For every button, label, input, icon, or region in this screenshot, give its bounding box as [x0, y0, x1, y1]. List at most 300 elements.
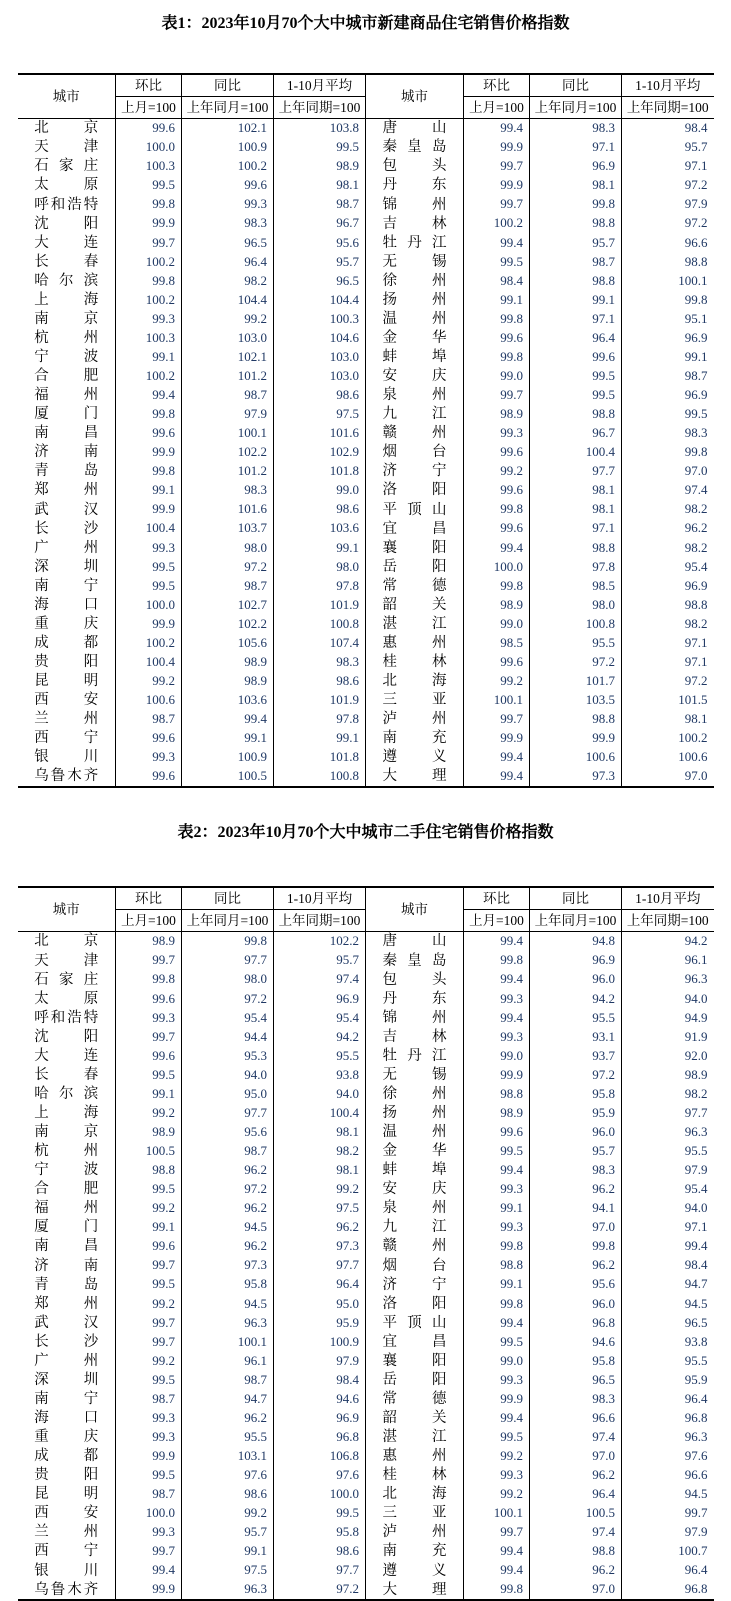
avg-value: 97.4 — [274, 970, 366, 989]
avg-value: 96.4 — [622, 1561, 714, 1580]
mom-value: 99.6 — [464, 653, 530, 672]
avg-value: 98.9 — [622, 1066, 714, 1085]
city-name: 贵阳 — [34, 654, 99, 671]
avg-value: 98.6 — [274, 386, 366, 405]
mom-value: 99.4 — [116, 386, 182, 405]
avg-value: 98.8 — [622, 596, 714, 615]
avg-value: 101.5 — [622, 691, 714, 710]
city-cell — [18, 138, 116, 157]
table-row — [18, 195, 714, 214]
city-name: 杭州 — [34, 329, 99, 346]
city-cell — [18, 932, 116, 952]
avg-value: 95.7 — [274, 252, 366, 271]
avg-value: 99.0 — [274, 481, 366, 500]
yoy-value: 99.1 — [182, 1542, 274, 1561]
yoy-value: 103.1 — [182, 1447, 274, 1466]
yoy-value: 100.8 — [530, 615, 622, 634]
yoy-value: 96.2 — [182, 1409, 274, 1428]
mom-value: 99.3 — [464, 1466, 530, 1485]
yoy-value: 98.7 — [182, 386, 274, 405]
col-header-city: 城市 — [18, 74, 116, 119]
avg-value: 94.7 — [622, 1275, 714, 1294]
city-cell — [18, 500, 116, 519]
yoy-value: 99.5 — [530, 386, 622, 405]
avg-value: 97.9 — [622, 1161, 714, 1180]
mom-value: 99.9 — [116, 443, 182, 462]
yoy-value: 94.0 — [182, 1066, 274, 1085]
avg-value: 95.4 — [622, 557, 714, 576]
city-name: 呼和浩特 — [34, 1009, 99, 1026]
city-name: 西宁 — [34, 1543, 99, 1560]
city-cell — [366, 729, 464, 748]
yoy-value: 93.1 — [530, 1028, 622, 1047]
city-cell — [18, 1066, 116, 1085]
mom-value: 99.9 — [116, 214, 182, 233]
mom-value: 99.4 — [464, 1161, 530, 1180]
yoy-value: 96.9 — [530, 951, 622, 970]
city-cell — [18, 195, 116, 214]
city-cell — [366, 138, 464, 157]
mom-value: 99.9 — [464, 729, 530, 748]
city-cell — [366, 970, 464, 989]
city-name: 蚌埠 — [382, 1162, 447, 1179]
avg-value: 100.6 — [622, 748, 714, 767]
table-row — [18, 252, 714, 271]
city-name: 南昌 — [34, 425, 99, 442]
avg-value: 98.3 — [622, 424, 714, 443]
avg-value: 94.6 — [274, 1390, 366, 1409]
avg-value: 96.3 — [622, 1428, 714, 1447]
mom-value: 99.8 — [464, 310, 530, 329]
mom-value: 99.3 — [116, 1523, 182, 1542]
city-cell — [18, 367, 116, 386]
city-name: 兰州 — [34, 1524, 99, 1541]
col-header-mom-base: 上月=100 — [116, 910, 182, 932]
city-cell — [366, 405, 464, 424]
avg-value: 99.5 — [622, 405, 714, 424]
yoy-value: 98.3 — [530, 1161, 622, 1180]
yoy-value: 100.9 — [182, 748, 274, 767]
city-cell — [18, 405, 116, 424]
mom-value: 99.3 — [464, 424, 530, 443]
city-cell — [18, 691, 116, 710]
mom-value: 99.1 — [116, 348, 182, 367]
mom-value: 99.7 — [116, 951, 182, 970]
mom-value: 99.8 — [464, 577, 530, 596]
avg-value: 100.3 — [274, 310, 366, 329]
yoy-value: 99.2 — [182, 1504, 274, 1523]
yoy-value: 97.5 — [182, 1561, 274, 1580]
city-cell — [366, 1066, 464, 1085]
table-row — [18, 932, 714, 952]
table-row — [18, 1085, 714, 1104]
yoy-value: 97.8 — [530, 557, 622, 576]
avg-value: 94.2 — [274, 1028, 366, 1047]
city-cell — [18, 1123, 116, 1142]
avg-value: 98.4 — [622, 119, 714, 139]
mom-value: 100.4 — [116, 653, 182, 672]
table-row — [18, 481, 714, 500]
city-name: 海口 — [34, 596, 99, 613]
avg-value: 103.0 — [274, 348, 366, 367]
mom-value: 99.4 — [464, 748, 530, 767]
mom-value: 99.8 — [464, 1294, 530, 1313]
city-cell — [366, 1523, 464, 1542]
yoy-value: 98.7 — [182, 577, 274, 596]
secondhand-home-price-index-table — [18, 886, 714, 1601]
table-row — [18, 970, 714, 989]
table-row — [18, 443, 714, 462]
mom-value: 99.1 — [116, 1218, 182, 1237]
mom-value: 99.2 — [116, 1104, 182, 1123]
city-cell — [18, 672, 116, 691]
city-name: 包头 — [382, 971, 447, 988]
mom-value: 100.3 — [116, 329, 182, 348]
avg-value: 99.5 — [274, 138, 366, 157]
city-name: 洛阳 — [382, 1295, 447, 1312]
yoy-value: 97.4 — [530, 1523, 622, 1542]
yoy-value: 97.1 — [530, 519, 622, 538]
city-name: 湛江 — [382, 615, 447, 632]
city-name: 安庆 — [382, 1181, 447, 1198]
mom-value: 98.9 — [464, 596, 530, 615]
yoy-value: 105.6 — [182, 634, 274, 653]
city-name: 合肥 — [34, 1181, 99, 1198]
city-cell — [18, 538, 116, 557]
table-row — [18, 329, 714, 348]
city-cell — [18, 1180, 116, 1199]
mom-value: 100.0 — [116, 1504, 182, 1523]
city-name: 长沙 — [34, 520, 99, 537]
city-cell — [366, 1275, 464, 1294]
city-cell — [366, 1180, 464, 1199]
city-name: 上海 — [34, 291, 99, 308]
mom-value: 99.7 — [116, 1256, 182, 1275]
table-row — [18, 577, 714, 596]
mom-value: 99.7 — [464, 710, 530, 729]
table-row — [18, 1199, 714, 1218]
avg-value: 101.9 — [274, 596, 366, 615]
avg-value: 97.9 — [274, 1352, 366, 1371]
table2-header — [18, 887, 714, 932]
city-name: 哈尔滨 — [34, 1085, 99, 1102]
mom-value: 98.4 — [464, 272, 530, 291]
mom-value: 99.2 — [116, 672, 182, 691]
mom-value: 99.4 — [464, 233, 530, 252]
mom-value: 99.5 — [116, 1275, 182, 1294]
yoy-value: 95.5 — [530, 634, 622, 653]
city-name: 北京 — [34, 933, 99, 950]
mom-value: 100.3 — [116, 157, 182, 176]
avg-value: 101.8 — [274, 748, 366, 767]
mom-value: 99.5 — [116, 1066, 182, 1085]
table-row — [18, 424, 714, 443]
yoy-value: 98.3 — [182, 214, 274, 233]
city-name: 海口 — [34, 1410, 99, 1427]
table-row — [18, 634, 714, 653]
yoy-value: 98.8 — [530, 538, 622, 557]
yoy-value: 102.7 — [182, 596, 274, 615]
city-name: 郑州 — [34, 1295, 99, 1312]
mom-value: 99.1 — [116, 1085, 182, 1104]
yoy-value: 99.1 — [530, 291, 622, 310]
city-cell — [18, 1085, 116, 1104]
table-row — [18, 1485, 714, 1504]
yoy-value: 97.2 — [530, 1066, 622, 1085]
avg-value: 99.1 — [274, 729, 366, 748]
yoy-value: 97.6 — [182, 1466, 274, 1485]
city-name: 重庆 — [34, 1429, 99, 1446]
mom-value: 99.5 — [116, 1371, 182, 1390]
mom-value: 99.4 — [464, 119, 530, 139]
city-name: 石家庄 — [34, 971, 99, 988]
avg-value: 94.0 — [274, 1085, 366, 1104]
city-cell — [18, 1352, 116, 1371]
yoy-value: 96.2 — [530, 1466, 622, 1485]
table-row — [18, 1466, 714, 1485]
yoy-value: 97.1 — [530, 138, 622, 157]
city-name: 广州 — [34, 539, 99, 556]
city-name: 桂林 — [382, 1467, 447, 1484]
yoy-value: 100.5 — [530, 1504, 622, 1523]
city-name: 昆明 — [34, 1486, 99, 1503]
city-name: 深圳 — [34, 1371, 99, 1388]
yoy-value: 93.7 — [530, 1047, 622, 1066]
table-row — [18, 538, 714, 557]
city-cell — [366, 1237, 464, 1256]
table-row — [18, 291, 714, 310]
avg-value: 99.8 — [622, 291, 714, 310]
mom-value: 99.4 — [464, 538, 530, 557]
mom-value: 99.6 — [464, 1123, 530, 1142]
city-name: 泉州 — [382, 387, 447, 404]
city-name: 福州 — [34, 387, 99, 404]
city-cell — [366, 634, 464, 653]
city-cell — [18, 729, 116, 748]
city-name: 杭州 — [34, 1143, 99, 1160]
city-cell — [366, 1047, 464, 1066]
avg-value: 97.7 — [274, 1561, 366, 1580]
yoy-value: 98.1 — [530, 500, 622, 519]
yoy-value: 94.4 — [182, 1028, 274, 1047]
avg-value: 96.2 — [622, 519, 714, 538]
city-name: 赣州 — [382, 1238, 447, 1255]
city-cell — [366, 481, 464, 500]
yoy-value: 97.2 — [182, 557, 274, 576]
yoy-value: 94.5 — [182, 1294, 274, 1313]
mom-value: 98.9 — [464, 405, 530, 424]
mom-value: 99.8 — [116, 405, 182, 424]
city-cell — [18, 1256, 116, 1275]
city-name: 合肥 — [34, 368, 99, 385]
col-header-yoy-base: 上年同月=100 — [530, 97, 622, 119]
table-row — [18, 1104, 714, 1123]
mom-value: 100.2 — [116, 367, 182, 386]
city-cell — [18, 157, 116, 176]
city-name: 南昌 — [34, 1238, 99, 1255]
mom-value: 99.6 — [116, 767, 182, 787]
mom-value: 100.0 — [116, 138, 182, 157]
avg-value: 96.8 — [274, 1428, 366, 1447]
col-header-mom-base: 上月=100 — [464, 910, 530, 932]
table1-title: 表1：2023年10月70个大中城市新建商品住宅销售价格指数 — [161, 15, 570, 32]
city-cell — [366, 1447, 464, 1466]
avg-value: 99.2 — [274, 1180, 366, 1199]
mom-value: 99.8 — [464, 500, 530, 519]
yoy-value: 98.8 — [530, 214, 622, 233]
mom-value: 99.7 — [464, 1523, 530, 1542]
table-row — [18, 1352, 714, 1371]
city-name: 三亚 — [382, 692, 447, 709]
city-name: 扬州 — [382, 291, 447, 308]
city-cell — [366, 538, 464, 557]
city-cell — [18, 1333, 116, 1352]
mom-value: 99.4 — [464, 1542, 530, 1561]
yoy-value: 97.3 — [530, 767, 622, 787]
mom-value: 99.4 — [464, 1313, 530, 1332]
table-row — [18, 1542, 714, 1561]
avg-value: 98.2 — [622, 538, 714, 557]
table-row — [18, 1142, 714, 1161]
yoy-value: 96.2 — [530, 1561, 622, 1580]
avg-value: 98.7 — [622, 367, 714, 386]
city-name: 乌鲁木齐 — [34, 1581, 99, 1598]
table-row — [18, 157, 714, 176]
city-name: 秦皇岛 — [382, 952, 447, 969]
city-cell — [18, 1142, 116, 1161]
city-name: 常德 — [382, 1390, 447, 1407]
avg-value: 106.8 — [274, 1447, 366, 1466]
avg-value: 96.6 — [622, 1466, 714, 1485]
city-cell — [18, 1580, 116, 1600]
city-name: 宁波 — [34, 349, 99, 366]
city-cell — [366, 1008, 464, 1027]
avg-value: 98.3 — [274, 653, 366, 672]
mom-value: 99.6 — [116, 1237, 182, 1256]
table-row — [18, 710, 714, 729]
yoy-value: 96.2 — [182, 1199, 274, 1218]
col-header-avg-base: 上年同期=100 — [274, 910, 366, 932]
city-cell — [18, 1447, 116, 1466]
yoy-value: 96.0 — [530, 1123, 622, 1142]
table1-body — [18, 119, 714, 788]
mom-value: 99.4 — [464, 932, 530, 952]
city-name: 九江 — [382, 1219, 447, 1236]
city-cell — [366, 1218, 464, 1237]
yoy-value: 97.7 — [182, 1104, 274, 1123]
city-name: 青岛 — [34, 1276, 99, 1293]
city-cell — [366, 1428, 464, 1447]
city-name: 福州 — [34, 1200, 99, 1217]
city-name: 桂林 — [382, 654, 447, 671]
table-row — [18, 1409, 714, 1428]
mom-value: 99.3 — [116, 1008, 182, 1027]
yoy-value: 98.9 — [182, 672, 274, 691]
city-cell — [18, 767, 116, 787]
mom-value: 100.4 — [116, 519, 182, 538]
city-cell — [18, 1485, 116, 1504]
avg-value: 95.4 — [274, 1008, 366, 1027]
yoy-value: 96.7 — [530, 424, 622, 443]
avg-value: 98.7 — [274, 195, 366, 214]
yoy-value: 98.0 — [530, 596, 622, 615]
avg-value: 95.0 — [274, 1294, 366, 1313]
yoy-value: 96.3 — [182, 1580, 274, 1600]
avg-value: 96.4 — [622, 1390, 714, 1409]
mom-value: 100.0 — [464, 557, 530, 576]
avg-value: 96.9 — [622, 329, 714, 348]
city-name: 蚌埠 — [382, 349, 447, 366]
avg-value: 94.2 — [622, 932, 714, 952]
city-cell — [366, 1504, 464, 1523]
city-name: 长春 — [34, 1066, 99, 1083]
city-name: 南京 — [34, 310, 99, 327]
yoy-value: 103.6 — [182, 691, 274, 710]
avg-value: 98.8 — [622, 252, 714, 271]
mom-value: 99.3 — [464, 1028, 530, 1047]
city-name: 惠州 — [382, 1448, 447, 1465]
city-name: 温州 — [382, 310, 447, 327]
city-name: 北京 — [34, 120, 99, 137]
yoy-value: 94.7 — [182, 1390, 274, 1409]
table2-body — [18, 932, 714, 1601]
avg-value: 96.2 — [274, 1218, 366, 1237]
avg-value: 104.4 — [274, 291, 366, 310]
city-name: 重庆 — [34, 615, 99, 632]
mom-value: 99.4 — [464, 1409, 530, 1428]
mom-value: 98.9 — [116, 932, 182, 952]
yoy-value: 98.7 — [182, 1142, 274, 1161]
avg-value: 98.6 — [274, 672, 366, 691]
city-name: 贵阳 — [34, 1467, 99, 1484]
avg-value: 98.2 — [622, 615, 714, 634]
city-cell — [366, 195, 464, 214]
table-row — [18, 1294, 714, 1313]
city-cell — [18, 1466, 116, 1485]
avg-value: 101.8 — [274, 462, 366, 481]
table-row — [18, 1447, 714, 1466]
avg-value: 107.4 — [274, 634, 366, 653]
yoy-value: 96.4 — [530, 329, 622, 348]
avg-value: 96.5 — [274, 272, 366, 291]
city-cell — [18, 519, 116, 538]
yoy-value: 99.9 — [530, 729, 622, 748]
city-name: 襄阳 — [382, 539, 447, 556]
mom-value: 99.5 — [116, 557, 182, 576]
city-cell — [366, 1313, 464, 1332]
yoy-value: 99.8 — [530, 195, 622, 214]
mom-value: 99.6 — [116, 729, 182, 748]
avg-value: 97.1 — [622, 653, 714, 672]
city-cell — [366, 348, 464, 367]
mom-value: 99.6 — [464, 329, 530, 348]
city-cell — [18, 1390, 116, 1409]
city-name: 长春 — [34, 253, 99, 270]
city-name: 吉林 — [382, 215, 447, 232]
avg-value: 94.0 — [622, 989, 714, 1008]
mom-value: 98.9 — [116, 1123, 182, 1142]
yoy-value: 97.0 — [530, 1447, 622, 1466]
avg-value: 95.5 — [622, 1352, 714, 1371]
mom-value: 99.7 — [116, 1028, 182, 1047]
mom-value: 99.2 — [464, 1447, 530, 1466]
yoy-value: 96.2 — [182, 1237, 274, 1256]
city-cell — [18, 577, 116, 596]
col-header-avg-base: 上年同期=100 — [622, 910, 714, 932]
table-row — [18, 596, 714, 615]
avg-value: 98.2 — [274, 1142, 366, 1161]
yoy-value: 96.5 — [530, 1371, 622, 1390]
